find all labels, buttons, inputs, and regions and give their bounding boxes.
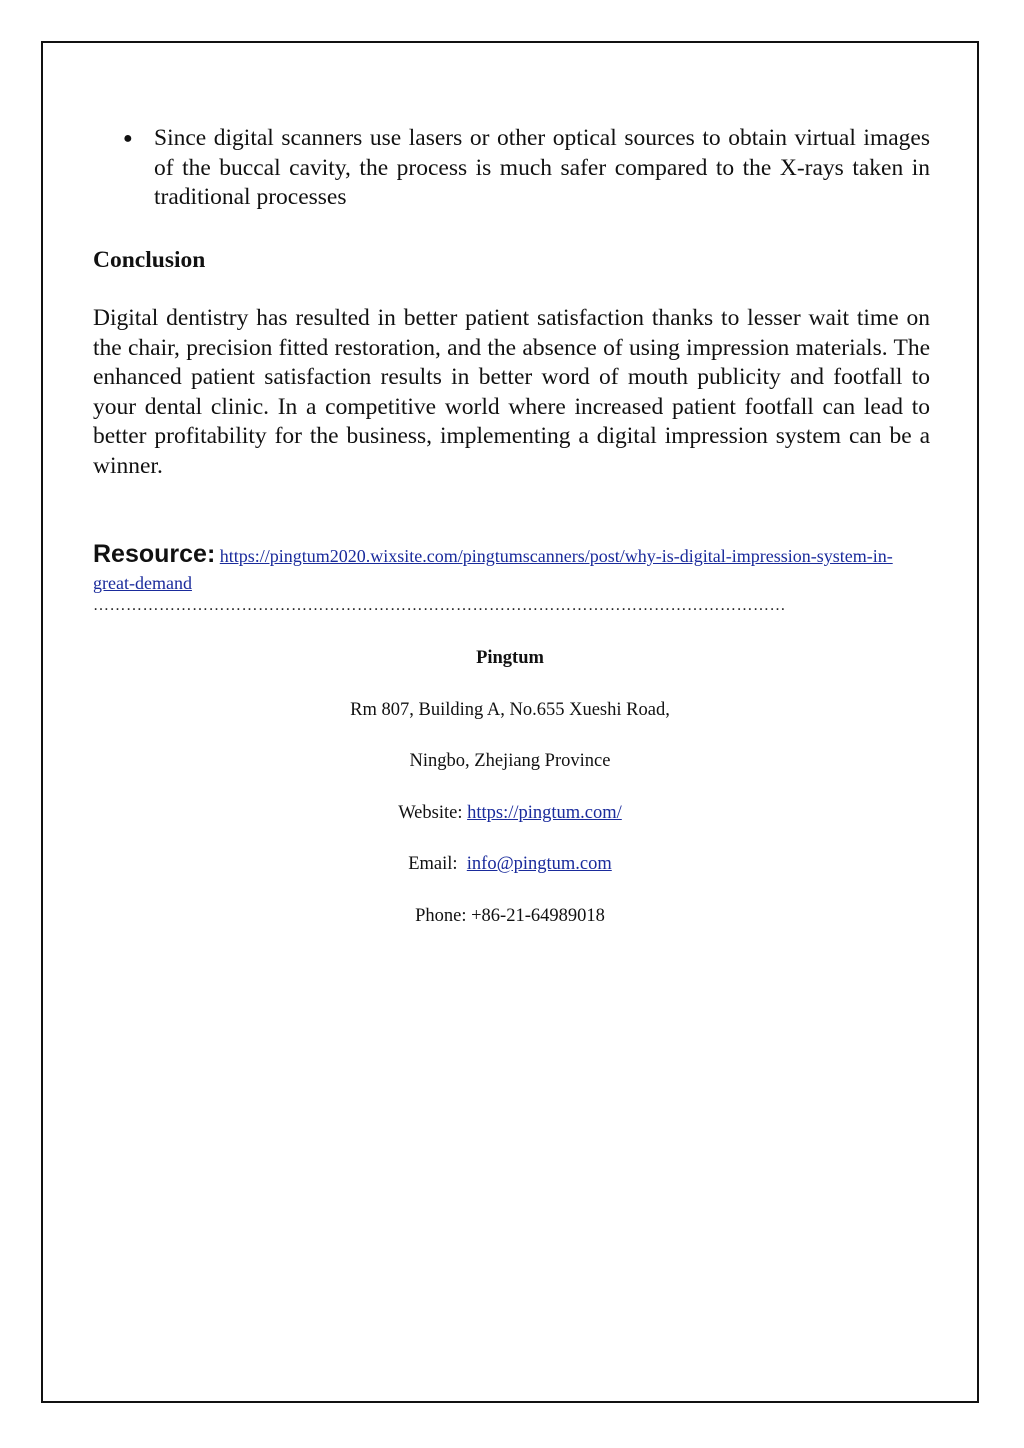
website-label: Website: [398, 802, 463, 823]
conclusion-paragraph: Digital dentistry has resulted in better patient satisfaction thanks to lesser wait time on the chair, precision fitted restoration, and the absence of using impression materials. The enhanced patient satisfaction results in better word of mouth publicity and footfall to your dental clinic. In a competitive world where increased patient footfall can lead to better profitability for the business, implementing a digital impression system can be a winner. [93, 305, 930, 479]
bullet-icon: ● [123, 130, 133, 147]
company-name: Pingtum [476, 648, 544, 668]
website-link[interactable]: https://pingtum.com/ [467, 802, 622, 823]
contact-footer [41, 645, 979, 954]
email-line [41, 851, 979, 903]
address-line-1: Rm 807, Building A, No.655 Xueshi Road, [350, 699, 670, 720]
phone-line: Phone: +86-21-64989018 [415, 905, 605, 926]
resource-block [93, 541, 930, 597]
email-label: Email: [408, 854, 458, 874]
section-heading-conclusion: Conclusion [93, 246, 206, 273]
email-link[interactable]: info@pingtum.com [466, 854, 612, 874]
main-content [93, 124, 930, 615]
address-line-2: Ningbo, Zhejiang Province [409, 751, 611, 771]
bullet-text: Since digital scanners use lasers or other optical sources to obtain virtual images of the buccal cavity, the process is much safer compared to the X-rays taken in traditional processes [154, 125, 930, 210]
list-item [93, 124, 930, 213]
resource-label: Resource: [93, 540, 216, 568]
bullet-list [93, 124, 930, 213]
dotted-separator: ……………………………………………………………………………………………………………… [93, 597, 786, 614]
website-line [41, 800, 979, 852]
resource-link[interactable]: https://pingtum2020.wixsite.com/pingtumscanners/post/why-is-digital-impression-system-in-great-demand [93, 546, 893, 593]
